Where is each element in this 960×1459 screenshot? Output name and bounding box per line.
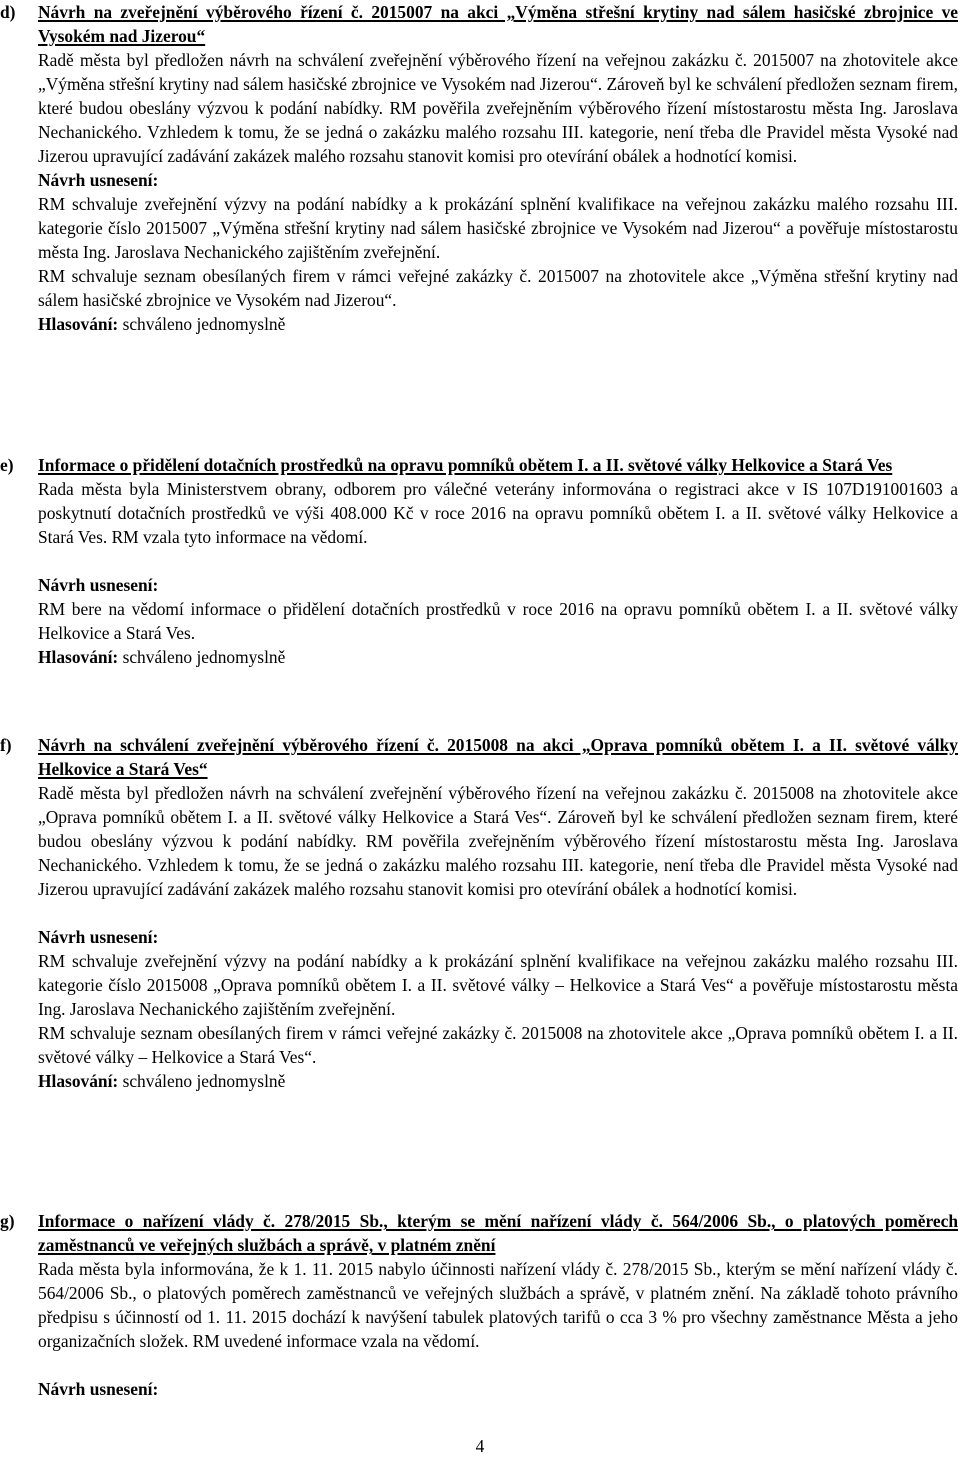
proposal-text: RM schvaluje zveřejnění výzvy na podání nabídky a k prokázání splnění kvalifikace na veřejnou zakázku malého rozsahu III. kategorie číslo 2015007 „Výměna střešní krytiny nad sálem hasičské zbrojnice ve Vysokém nad Jizerou“ a pověřuje místostarostu města Ing. Jaroslava Nechanického zajištěním zveřejnění. (38, 194, 958, 262)
vote-result: schváleno jednomyslně (122, 1071, 286, 1091)
section-text: Rada města byla Ministerstvem obrany, odborem pro válečné veterány informována o registraci akce v IS 107D191001603 a poskytnutí dotačních prostředků ve výši 408.000 Kč v roce 2016 na opravu pomníků obětem I. a II. světové války Helkovice a Stará Ves. RM vzala tyto informace na vědomí. (38, 479, 958, 547)
section-letter: f) (0, 735, 12, 755)
vote-label: Hlasování: (38, 647, 119, 667)
section-heading: Informace o nařízení vlády č. 278/2015 Sb., kterým se mění nařízení vlády č. 564/2006 Sb., o platových poměrech zaměstnanců ve veřejných službách a správě, v platném znění (38, 1211, 958, 1255)
vote-line (38, 1069, 958, 1093)
section-body (38, 453, 958, 669)
spacer (38, 901, 958, 925)
vote-line (38, 645, 958, 669)
proposal-label: Návrh usnesení: (38, 575, 159, 595)
section-text: Radě města byl předložen návrh na schválení zveřejnění výběrového řízení na veřejnou zakázku č. 2015007 na zhotovitele akce „Výměna střešní krytiny nad sálem hasičské zbrojnice ve Vysokém nad Jizerou“. Zároveň byl ke schválení předložen seznam firem, které budou obeslány výzvou k podání nabídky. RM pověřila zveřejněním výběrového řízení místostarostu města Ing. Jaroslava Nechanického. Vzhledem k tomu, že se jedná o zakázku malého rozsahu III. kategorie, není třeba dle Pravidel města Vysoké nad Jizerou upravující zadávání zakázek malého rozsahu stanovit komisi pro otevírání obálek a hodnotící komisi. (38, 50, 958, 166)
vote-result: schváleno jednomyslně (122, 647, 286, 667)
proposal-label: Návrh usnesení: (38, 170, 159, 190)
proposal-label: Návrh usnesení: (38, 1379, 159, 1399)
spacer (38, 1353, 958, 1377)
vote-line (38, 312, 958, 336)
section-body (38, 733, 958, 1093)
proposal-text: RM schvaluje zveřejnění výzvy na podání nabídky a k prokázání splnění kvalifikace na veřejnou zakázku malého rozsahu III. kategorie číslo 2015008 „Oprava pomníků obětem I. a II. světové války – Helkovice a Stará Ves“ a pověřuje místostarostu města Ing. Jaroslava Nechanického zajištěním zveřejnění. (38, 951, 958, 1019)
section-body (38, 0, 958, 336)
section-text: Rada města byla informována, že k 1. 11. 2015 nabylo účinnosti nařízení vlády č. 278/2015 Sb., kterým se mění nařízení vlády č. 564/2006 Sb., o platových poměrech zaměstnanců ve veřejných službách a správě, v platném znění. Na základě tohoto právního předpisu s účinností od 1. 11. 2015 dochází k navýšení tabulek platových tarifů o cca 3 % pro všechny zaměstnance Města a jeho organizačních složek. RM uvedené informace vzala na vědomí. (38, 1259, 958, 1351)
section-letter: e) (0, 455, 14, 475)
section-letter: d) (0, 2, 16, 22)
vote-label: Hlasování: (38, 1071, 119, 1091)
proposal-text: RM schvaluje seznam obesílaných firem v rámci veřejné zakázky č. 2015007 na zhotovitele akce „Výměna střešní krytiny nad sálem hasičské zbrojnice ve Vysokém nad Jizerou“. (38, 266, 958, 310)
proposal-text: RM schvaluje seznam obesílaných firem v rámci veřejné zakázky č. 2015008 na zhotovitele akce „Oprava pomníků obětem I. a II. světové války – Helkovice a Stará Ves“. (38, 1023, 958, 1067)
proposal-text: RM bere na vědomí informace o přidělení dotačních prostředků v roce 2016 na opravu pomníků obětem I. a II. světové války Helkovice a Stará Ves. (38, 599, 958, 643)
vote-result: schváleno jednomyslně (122, 314, 286, 334)
section-letter: g) (0, 1211, 15, 1231)
proposal-label: Návrh usnesení: (38, 927, 159, 947)
section-body (38, 1209, 958, 1401)
section-heading: Návrh na zveřejnění výběrového řízení č. 2015007 na akci „Výměna střešní krytiny nad sálem hasičské zbrojnice ve Vysokém nad Jizerou“ (38, 2, 958, 46)
section-text: Radě města byl předložen návrh na schválení zveřejnění výběrového řízení na veřejnou zakázku č. 2015008 na zhotovitele akce „Oprava pomníků obětem I. a II. světové války Helkovice a Stará Ves“. Zároveň byl ke schválení předložen seznam firem, které budou obeslány výzvou k podání nabídky. RM pověřila zveřejněním výběrového řízení místostarostu města Ing. Jaroslava Nechanického. Vzhledem k tomu, že se jedná o zakázku malého rozsahu III. kategorie, není třeba dle Pravidel města Vysoké nad Jizerou upravující zadávání zakázek malého rozsahu stanovit komisi pro otevírání obálek a hodnotící komisi. (38, 783, 958, 899)
section-heading: Návrh na schválení zveřejnění výběrového řízení č. 2015008 na akci „Oprava pomníků obětem I. a II. světové války Helkovice a Stará Ves“ (38, 735, 958, 779)
page-number: 4 (475, 1436, 485, 1456)
section-heading: Informace o přidělení dotačních prostředků na opravu pomníků obětem I. a II. světové války Helkovice a Stará Ves (38, 455, 893, 475)
spacer (38, 549, 958, 573)
vote-label: Hlasování: (38, 314, 119, 334)
